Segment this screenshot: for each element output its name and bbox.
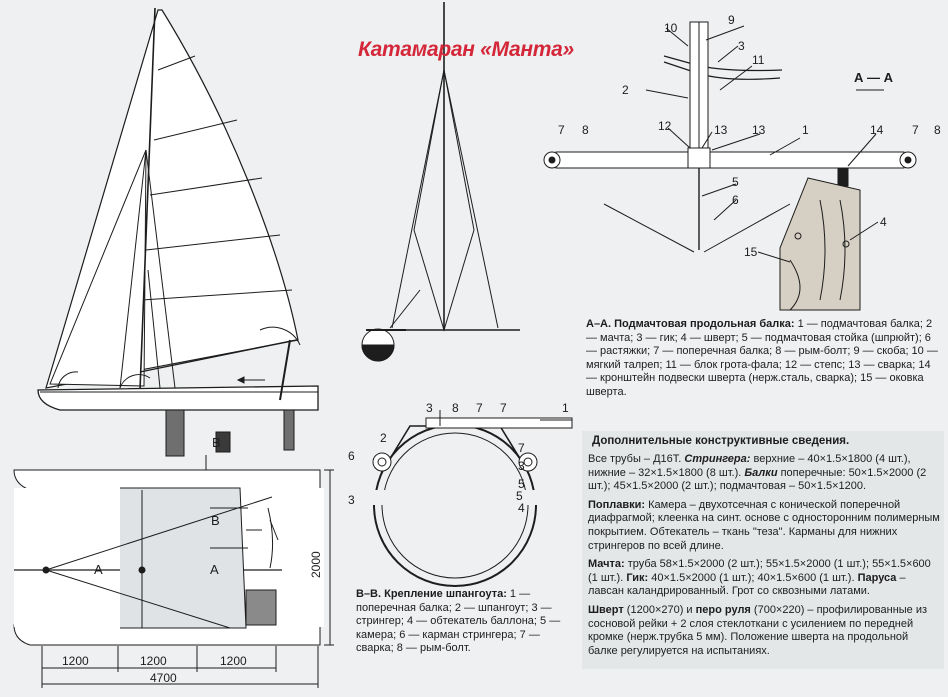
bb-label-7b: 7: [500, 401, 507, 415]
label-2-top: 2: [622, 83, 629, 97]
label-8-left: 8: [582, 123, 589, 137]
info-stringers-text: верхние – 40×1.5×1800 (4 шт.), нижние – 32×1.5×1800 (8 шт.).: [588, 453, 911, 479]
label-9: 9: [728, 13, 735, 27]
info-centerboard-text: (1200×270) и: [623, 603, 696, 616]
label-4-top: 4: [880, 215, 887, 229]
dim-w2: 1200: [140, 654, 167, 668]
info-stringers-label: Стрингера:: [684, 453, 751, 465]
page-title: Катамаран «Манта»: [358, 38, 574, 61]
bb-label-5b: 5: [518, 477, 525, 491]
section-bb: [372, 410, 572, 590]
label-6-top: 6: [732, 193, 739, 207]
info-boom-label: Гик:: [626, 571, 649, 584]
label-5-top: 5: [732, 175, 739, 189]
additional-info-head: Дополнительные конструктивные сведения.: [592, 435, 850, 447]
label-7-left: 7: [558, 123, 565, 137]
bb-label-1: 1: [562, 401, 569, 415]
label-3-top: 3: [738, 39, 745, 53]
label-7-right: 7: [912, 123, 919, 137]
dim-w3: 1200: [220, 654, 247, 668]
info-pipes: [588, 453, 940, 494]
bb-caption-body: 1 — поперечная балка; 2 — шпангоут; 3 — стрингер; 4 — обтекатель баллона; 5 — камера; 6 — карман стрингера; 7 — сварка; 8 — рым-болт.: [356, 588, 561, 655]
label-13a: 13: [714, 123, 728, 137]
info-mast-text: труба 58×1.5×2000 (2 шт.); 55×1.5×2000 (1 шт.); 55×1.5×600 (1 шт.).: [588, 558, 931, 584]
bb-label-4: 4: [518, 501, 525, 515]
dim-height: 2000: [309, 551, 323, 578]
plan-view: [14, 470, 334, 688]
label-13b: 13: [752, 123, 766, 137]
side-view: [38, 8, 318, 470]
info-rudder-label: перо руля: [695, 603, 751, 616]
bb-label-3b: 3: [348, 493, 355, 507]
info-beams-text: поперечные: 50×1.5×2000 (2 шт.); 45×1.5×2000 (2 шт.); подмачтовая – 50×1.5×1200.: [588, 466, 927, 493]
bb-label-8: 8: [452, 401, 459, 415]
dim-w1: 1200: [62, 654, 89, 668]
info-centerboard: [588, 604, 940, 658]
label-10: 10: [664, 21, 678, 35]
bb-label-5: 5: [516, 489, 523, 503]
label-14: 14: [870, 123, 884, 137]
info-centerboard-label: Шверт: [588, 603, 624, 616]
info-mast: [588, 558, 940, 599]
section-bb-caption: [356, 588, 574, 656]
aa-caption-head: А–А. Подмачтовая продольная балка:: [586, 318, 795, 330]
label-12: 12: [658, 119, 672, 133]
info-floats: [588, 499, 940, 553]
bb-label-2: 2: [380, 431, 387, 445]
label-B-side: B: [212, 435, 221, 450]
info-beams-label: Балки: [744, 466, 778, 479]
label-8-right: 8: [934, 123, 941, 137]
label-B-plan: B: [211, 513, 220, 528]
info-mast-label: Мачта:: [588, 558, 625, 571]
info-sails-label: Паруса: [857, 571, 897, 584]
info-pipes-text: Все трубы – Д16Т.: [588, 453, 685, 465]
info-floats-label: Поплавки:: [588, 498, 646, 511]
section-aa: [544, 22, 916, 310]
bb-label-6: 6: [348, 449, 355, 463]
label-15: 15: [744, 245, 758, 259]
info-floats-text: Камера – двухотсечная с конической поперечной диафрагмой; клеенка на синт. основе с односторонним полимерным покрытием. Обтекатель – ткань "теза". Карманы для нижних стрингеров по всей длине.: [588, 498, 940, 552]
section-aa-label: А — А: [854, 70, 893, 85]
bb-label-7a: 7: [476, 401, 483, 415]
label-A-plan-left: A: [94, 562, 103, 577]
bb-label-7c: 7: [518, 441, 525, 455]
aa-caption-body: 1 — подмачтовая балка; 2 — мачта; 3 — гик; 4 — шверт; 5 — подмачтовая стойка (шпрюйт); 6 — растяжки; 7 — поперечная балка; 8 — рым-болт; 9 — скоба; 10 — мягкий талреп; 11 — блок грота-фала; 12 — степс; 13 — сварка; 14 — кронштейн подвески шверта (нерж.сталь, сварка); 15 — оковка шверта.: [586, 318, 938, 398]
additional-info-box: [582, 431, 944, 669]
dim-total: 4700: [150, 671, 177, 685]
bb-label-3: 3: [426, 401, 433, 415]
info-boom-text: 40×1.5×2000 (1 шт.); 40×1.5×600 (1 шт.).: [648, 571, 858, 584]
info-rudder-text: (700×220) – профилированные из сосновой рейки + 2 слоя стеклоткани с усилением по передней кромке (нерж.трубка 5 мм). Положение шверта на продольной балке регулируется на испытаниях.: [588, 603, 928, 657]
bb-label-3c: 3: [518, 459, 525, 473]
label-A-plan-right: A: [210, 562, 219, 577]
info-sails-text: – лавсан каландрированный. Грот со сквозными латами.: [588, 571, 906, 598]
section-aa-caption: [586, 318, 942, 400]
bb-caption-head: В–В. Крепление шпангоута:: [356, 588, 507, 600]
label-1-top: 1: [802, 123, 809, 137]
label-11: 11: [752, 53, 765, 67]
